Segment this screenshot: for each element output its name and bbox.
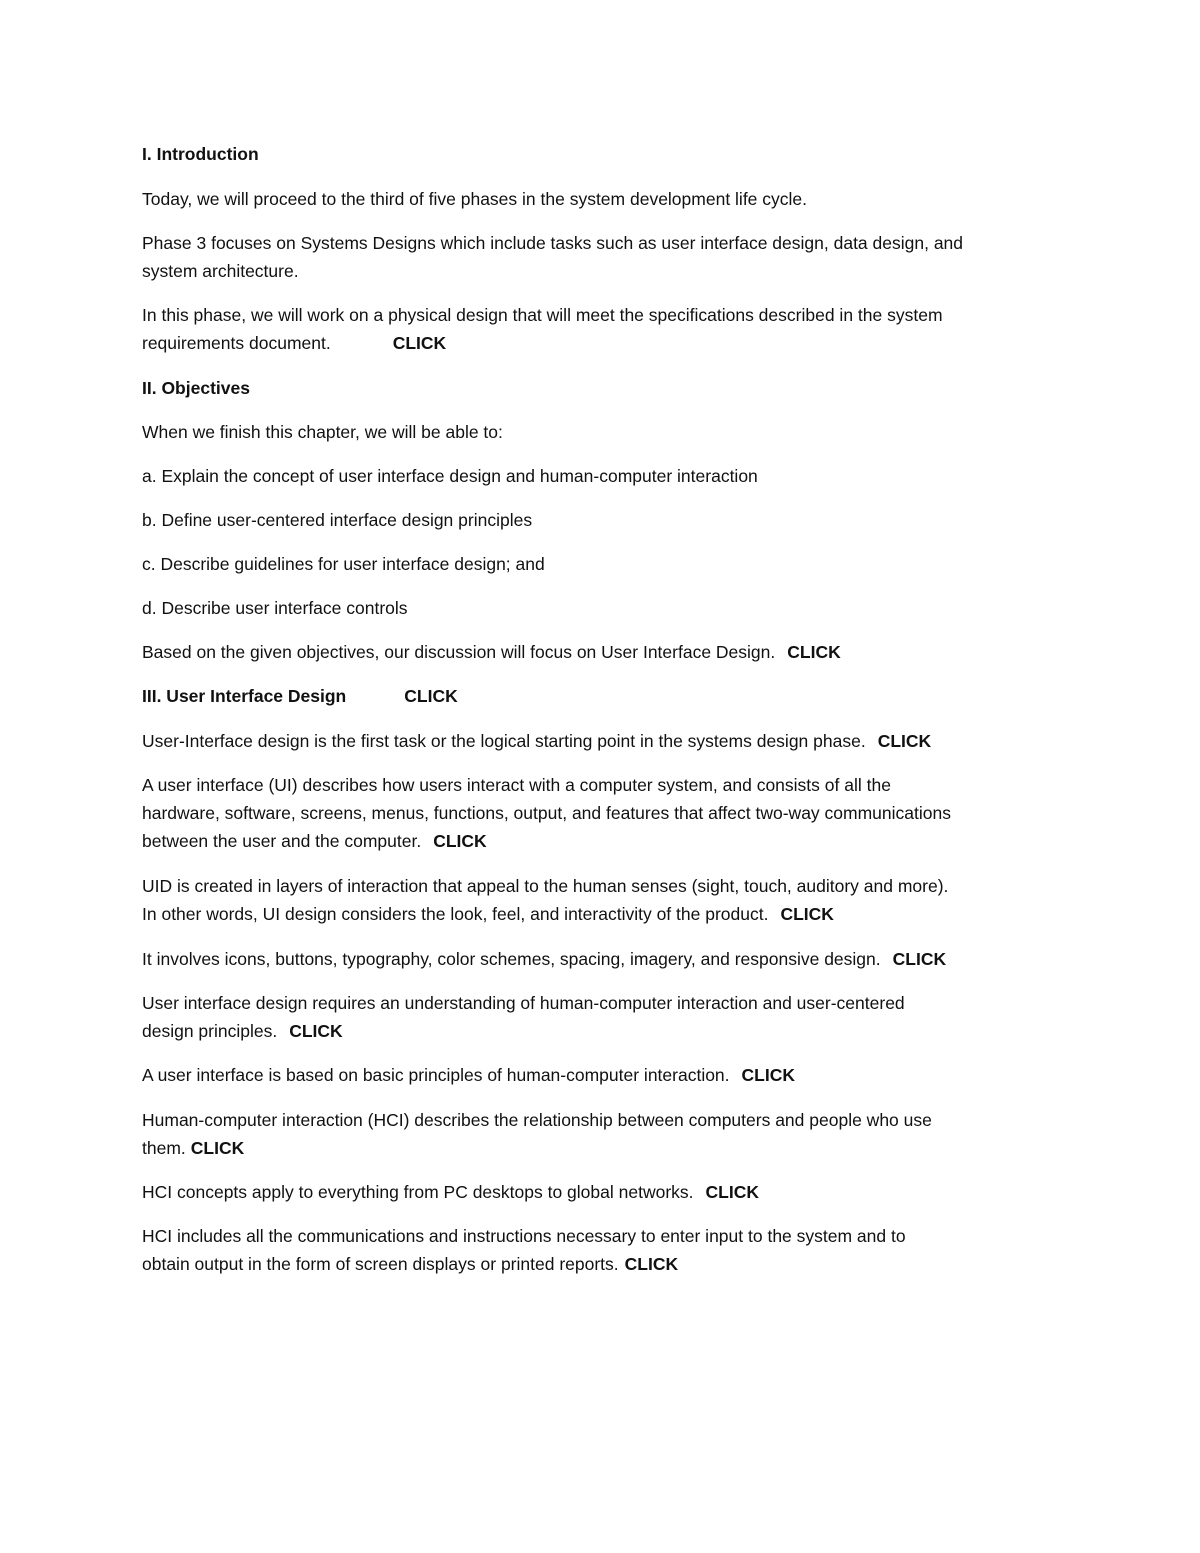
click-cue: CLICK	[624, 1254, 679, 1274]
objective-item: a. Explain the concept of user interface design and human-computer interaction	[142, 466, 758, 486]
click-cue: CLICK	[433, 831, 487, 851]
paragraph-text: them.	[142, 1138, 186, 1158]
paragraph-line: In this phase, we will work on a physical design that will meet the specifications described in the system	[142, 305, 943, 325]
paragraph-text: In other words, UI design considers the look, feel, and interactivity of the product.	[142, 904, 769, 924]
click-cue: CLICK	[741, 1065, 796, 1085]
paragraph-line	[142, 827, 487, 855]
paragraph-text: HCI concepts apply to everything from PC desktops to global networks.	[142, 1182, 694, 1202]
paragraph-text: design principles.	[142, 1021, 278, 1041]
paragraph-text: A user interface is based on basic principles of human-computer interaction.	[142, 1065, 730, 1085]
paragraph-line: Human-computer interaction (HCI) describes the relationship between computers and people who use	[142, 1110, 932, 1130]
objective-item: b. Define user-centered interface design principles	[142, 510, 533, 530]
click-cue: CLICK	[705, 1182, 759, 1202]
section-heading-objectives: II. Objectives	[142, 378, 250, 398]
paragraph-line: User interface design requires an understanding of human-computer interaction and user-centered	[142, 993, 905, 1013]
click-cue: CLICK	[392, 333, 447, 353]
paragraph-line	[142, 900, 834, 928]
paragraph-line	[142, 1061, 795, 1089]
paragraph-line: Today, we will proceed to the third of five phases in the system development life cycle.	[142, 189, 808, 209]
section-heading-text: III. User Interface Design	[142, 686, 347, 706]
paragraph-line	[142, 1250, 678, 1278]
paragraph-text: obtain output in the form of screen displays or printed reports.	[142, 1254, 619, 1274]
paragraph-text: User-Interface design is the first task or the logical starting point in the systems design phase.	[142, 731, 866, 751]
click-cue: CLICK	[289, 1021, 343, 1041]
paragraph-line	[142, 1017, 343, 1045]
click-cue: CLICK	[877, 731, 932, 751]
paragraph-line	[142, 638, 841, 666]
paragraph-line: HCI includes all the communications and instructions necessary to enter input to the system and to	[142, 1226, 906, 1246]
paragraph-text: Based on the given objectives, our discussion will focus on User Interface Design.	[142, 642, 776, 662]
paragraph-line	[142, 329, 446, 357]
paragraph-line: UID is created in layers of interaction that appeal to the human senses (sight, touch, auditory and more).	[142, 876, 949, 896]
paragraph-line	[142, 945, 946, 973]
paragraph-line: hardware, software, screens, menus, functions, output, and features that affect two-way communications	[142, 803, 951, 823]
paragraph-line: A user interface (UI) describes how users interact with a computer system, and consists of all the	[142, 775, 891, 795]
paragraph-line: system architecture.	[142, 261, 299, 281]
paragraph-line	[142, 1178, 759, 1206]
paragraph-line: Phase 3 focuses on Systems Designs which include tasks such as user interface design, data design, and	[142, 233, 964, 253]
paragraph-line	[142, 1134, 244, 1162]
click-cue: CLICK	[190, 1138, 245, 1158]
click-cue: CLICK	[787, 642, 841, 662]
paragraph-line: When we finish this chapter, we will be able to:	[142, 422, 503, 442]
objective-item: d. Describe user interface controls	[142, 598, 408, 618]
click-cue: CLICK	[892, 949, 947, 969]
paragraph-text: between the user and the computer.	[142, 831, 422, 851]
paragraph-text: It involves icons, buttons, typography, color schemes, spacing, imagery, and responsive design.	[142, 949, 881, 969]
click-cue: CLICK	[780, 904, 834, 924]
section-heading-user-interface-design	[142, 682, 458, 710]
paragraph-line	[142, 727, 931, 755]
objective-item: c. Describe guidelines for user interface design; and	[142, 554, 545, 574]
paragraph-text: requirements document.	[142, 333, 331, 353]
click-cue: CLICK	[404, 686, 458, 706]
section-heading-introduction: I. Introduction	[142, 144, 259, 164]
